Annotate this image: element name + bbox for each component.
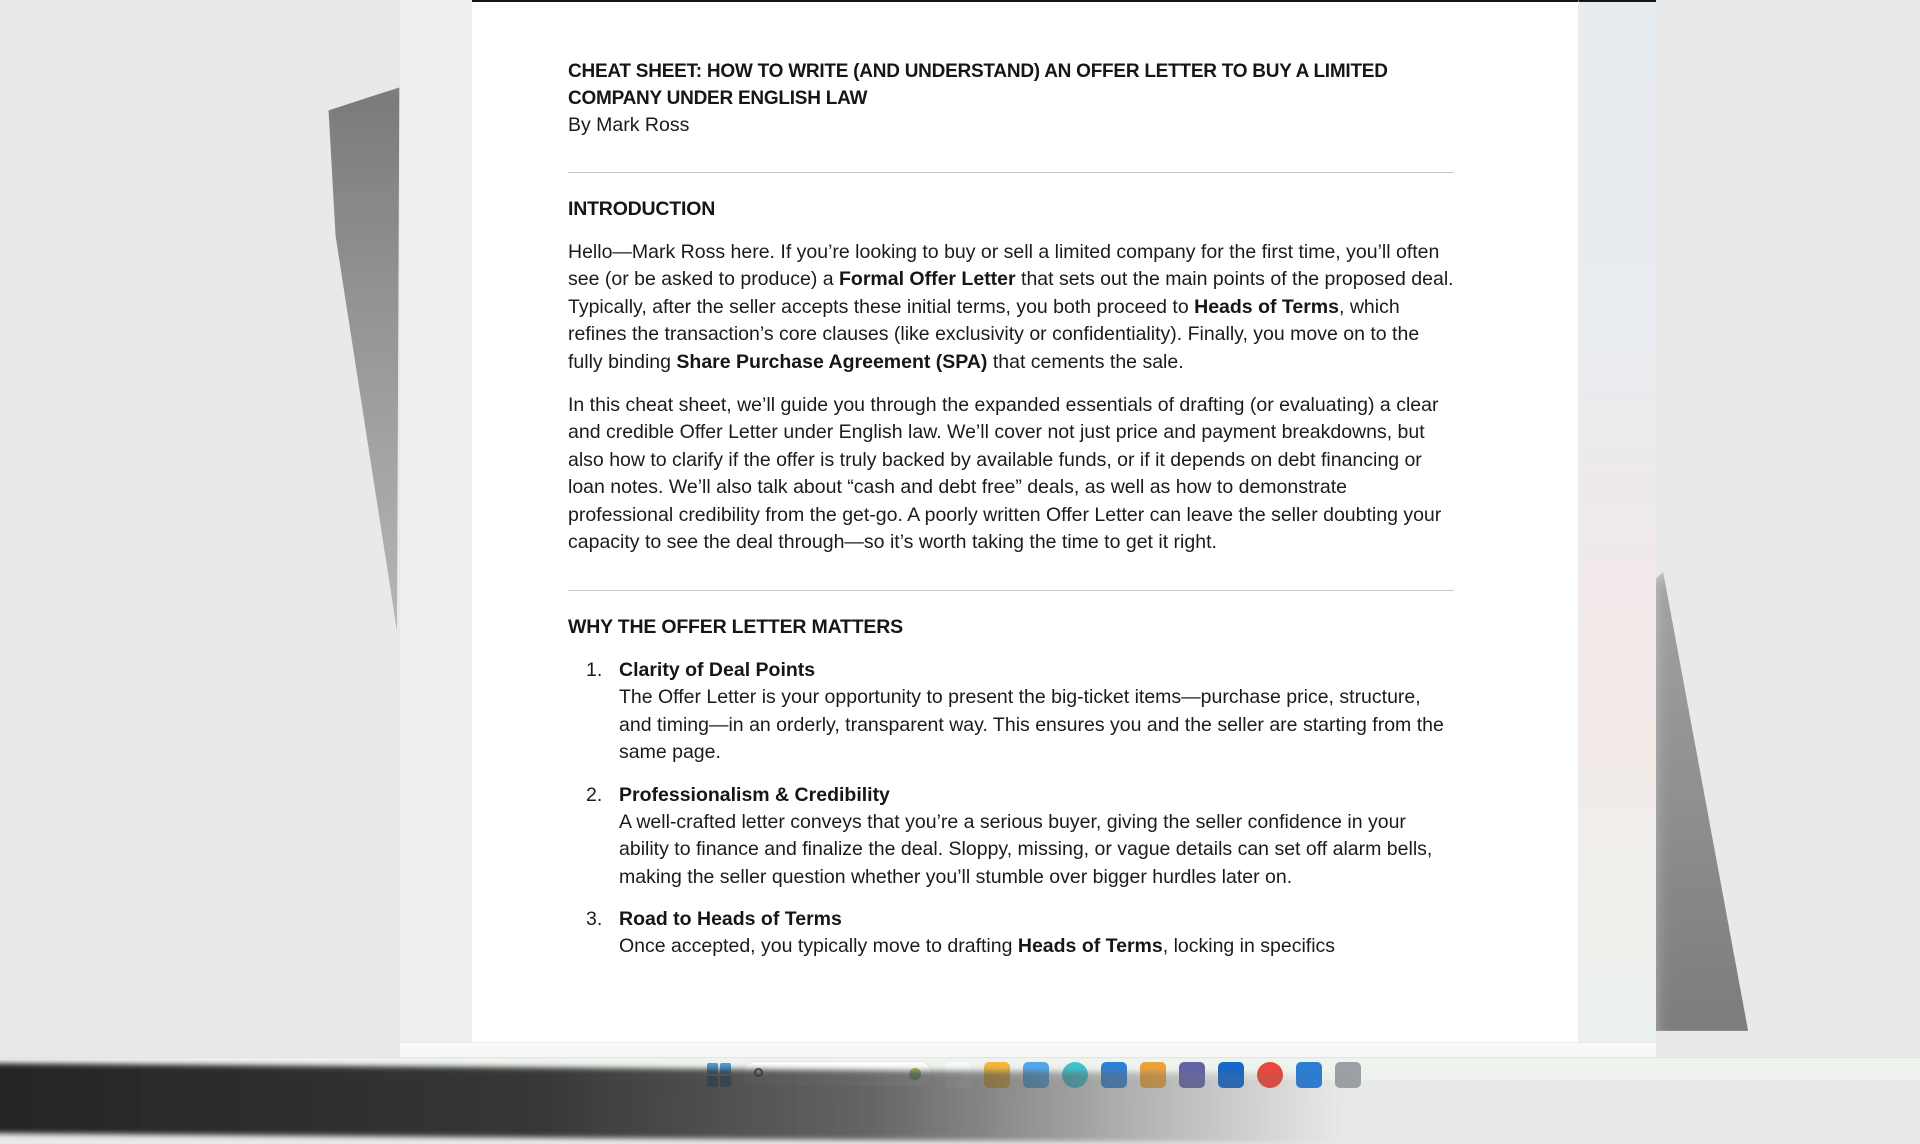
numbered-list (568, 657, 1454, 960)
list-item-title: Clarity of Deal Points (619, 659, 816, 682)
window-left-margin (400, 0, 473, 1042)
window-bottom-bar (400, 1042, 1656, 1057)
list-item-body: Once accepted, you typically move to drafting Heads of Terms, locking in specifics (619, 934, 1336, 957)
intro-paragraph: Hello—Mark Ross here. If you’re looking to buy or sell a limited company for the first time, you’ll often see (or be asked to produce) a Formal Offer Letter that sets out the main points of the proposed deal. Typically, after the seller accepts these initial terms, you both proceed to Heads of Terms, which refines the transaction’s core clauses (like exclusivity or confidentiality). Finally, you move on to the fully binding Share Purchase Agreement (SPA) that cements the sale. (568, 241, 1454, 373)
window-right-margin (1578, 0, 1656, 1042)
list-item-title: Road to Heads of Terms (619, 907, 842, 930)
divider (568, 172, 1454, 173)
decorative-shadow-bottom (0, 1063, 1390, 1144)
intro-paragraph: In this cheat sheet, we’ll guide you through the expanded essentials of drafting (or evaluating) a clear and credible Offer Letter under English law. We’ll cover not just price and payment breakdowns, but also how to clarify if the offer is truly backed by available funds, or if it depends on debt financing or loan notes. We’ll also talk about “cash and debt free” deals, as well as how to demonstrate professional credibility from the get-go. A poorly written Offer Letter can leave the seller doubting your capacity to see the deal through—so it’s worth taking the time to get it right. (568, 394, 1442, 554)
document-window (400, 0, 1656, 1042)
section-heading-introduction: INTRODUCTION (568, 198, 716, 220)
section-heading-why: WHY THE OFFER LETTER MATTERS (568, 616, 903, 639)
list-item-number: 3. (586, 907, 603, 930)
list-item-number: 2. (586, 783, 603, 806)
document-content (568, 56, 1454, 960)
list-item (568, 906, 1454, 960)
list-item (568, 782, 1454, 891)
list-item-body: A well-crafted letter conveys that you’re a serious buyer, giving the seller confidence in your ability to finance and finalize the deal. Sloppy, missing, or vague details can set off alarm bells, making the seller question whether you’ll stumble over bigger hurdles later on. (619, 810, 1433, 888)
list-item (568, 657, 1454, 766)
document-byline: By Mark Ross (568, 114, 690, 136)
document-title: CHEAT SHEET: HOW TO WRITE (AND UNDERSTAND) AN OFFER LETTER TO BUY A LIMITED COMPANY UNDER ENGLISH LAW (568, 61, 1388, 109)
divider (568, 590, 1454, 591)
list-item-number: 1. (586, 659, 603, 682)
decorative-shadow-right (1649, 572, 1767, 1050)
list-item-body: The Offer Letter is your opportunity to present the big-ticket items—purchase price, structure, and timing—in an orderly, transparent way. This ensures you and the seller are starting from the same page. (619, 686, 1444, 764)
list-item-title: Professionalism & Credibility (619, 783, 890, 806)
document-page (472, 0, 1578, 1042)
